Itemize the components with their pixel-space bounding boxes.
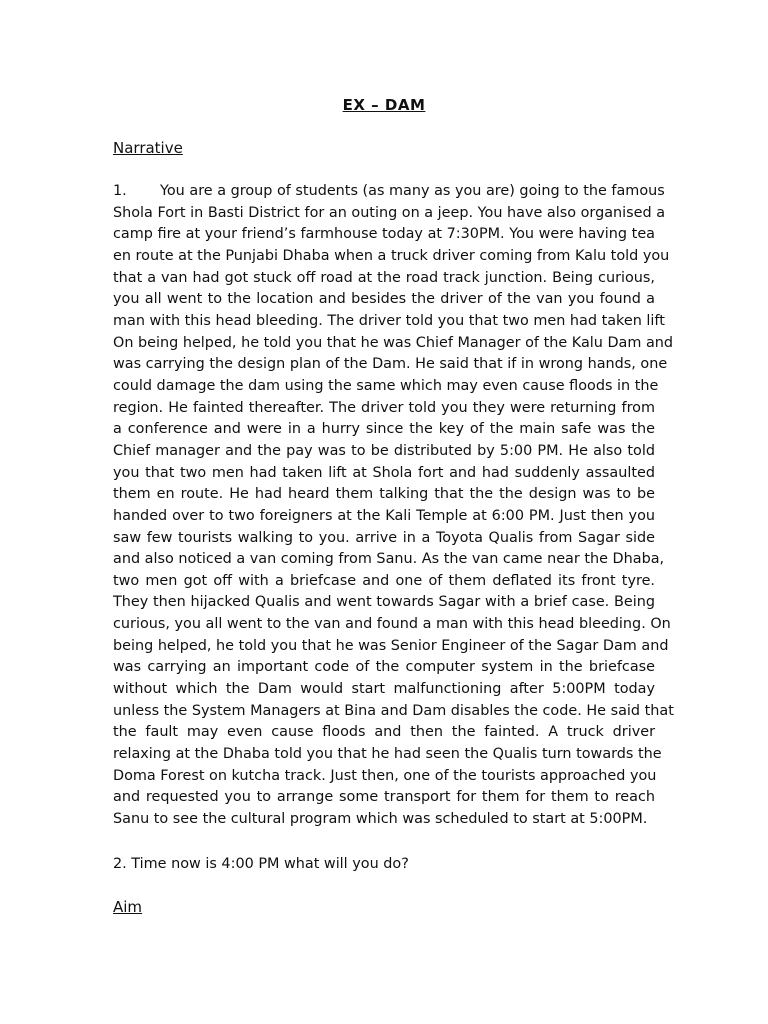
paragraph-line-text: was carrying the design plan of the Dam. He said that if in wrong hands, one [113, 356, 668, 373]
paragraph-line-text: the fault may even cause floods and then the fainted. A truck driver [113, 724, 655, 741]
paragraph-line [113, 289, 655, 311]
paragraph-line-text: They then hijacked Qualis and went towards Sagar with a brief case. Being [113, 594, 655, 611]
paragraph-line [113, 484, 655, 506]
paragraph-line [113, 203, 666, 225]
paragraph-line-text: unless the System Managers at Bina and Dam disables the code. He said that [113, 702, 674, 719]
paragraph-line [113, 549, 665, 571]
paragraph-line-text: saw few tourists walking to you. arrive in a Toyota Qualis from Sagar side [113, 529, 655, 546]
paragraph-line [113, 268, 655, 290]
paragraph-number: 1. [113, 183, 127, 199]
paragraph-line [113, 528, 655, 550]
paragraph-line-text: handed over to two foreigners at the Kali Temple at 6:00 PM. Just then you [113, 507, 655, 524]
paragraph-line-text: On being helped, he told you that he was Chief Manager of the Kalu Dam and [113, 334, 674, 351]
paragraph-line [113, 722, 655, 744]
paragraph-line-text: you all went to the location and besides the driver of the van you found a [113, 291, 655, 308]
paragraph-line-text: man with this head bleeding. The driver told you that two men had taken lift [113, 312, 665, 329]
paragraph-line-text: camp fire at your friend’s farmhouse today at 7:30PM. You were having tea [113, 226, 655, 243]
paragraph-line [113, 376, 659, 398]
paragraph-line [113, 506, 655, 528]
paragraph-line [113, 441, 655, 463]
question-text: 2. Time now is 4:00 PM what will you do? [113, 856, 409, 872]
paragraph-line-text: could damage the dam using the same which may even cause floods in the [113, 377, 659, 394]
paragraph-line-text: Chief manager and the pay was to be distributed by 5:00 PM. He also told [113, 442, 655, 459]
paragraph-line [113, 181, 665, 203]
paragraph-line [113, 224, 655, 246]
paragraph-line [113, 354, 668, 376]
paragraph-line-text: that a van had got stuck off road at the road track junction. Being curious, [113, 269, 655, 286]
paragraph-line-text: without which the Dam would start malfunctioning after 5:00PM today [113, 681, 655, 698]
paragraph-line [113, 657, 655, 679]
paragraph-line [113, 766, 655, 788]
paragraph-line-text: a conference and were in a hurry since the key of the main safe was the [113, 421, 655, 438]
paragraph-line [113, 679, 655, 701]
document-title: EX – DAM [342, 96, 426, 114]
paragraph-line-text: You are a group of students (as many as you are) going to the famous [160, 183, 665, 199]
paragraph-line-text: them en route. He had heard them talking that the the design was to be [113, 486, 655, 503]
paragraph-line [113, 398, 655, 420]
narrative-heading: Narrative [113, 139, 183, 157]
paragraph-line [113, 246, 670, 268]
paragraph-line-text: region. He fainted thereafter. The driver told you they were returning from [113, 399, 655, 416]
paragraph-line [113, 744, 662, 766]
paragraph-line-text: and requested you to arrange some transport for them for them to reach [113, 789, 655, 806]
paragraph-line [113, 636, 669, 658]
paragraph-line-text: being helped, he told you that he was Senior Engineer of the Sagar Dam and [113, 637, 669, 654]
paragraph-line-text: you that two men had taken lift at Shola fort and had suddenly assaulted [113, 464, 655, 481]
paragraph-line [113, 592, 655, 614]
paragraph-line-text: Shola Fort in Basti District for an outing on a jeep. You have also organised a [113, 204, 666, 221]
paragraph-line-text: en route at the Punjabi Dhaba when a truck driver coming from Kalu told you [113, 247, 670, 264]
paragraph-line [113, 809, 655, 831]
narrative-paragraph [113, 181, 674, 831]
paragraph-line [113, 787, 655, 809]
paragraph-line-text: and also noticed a van coming from Sanu. As the van came near the Dhaba, [113, 551, 665, 568]
paragraph-line-text: was carrying an important code of the computer system in the briefcase [113, 659, 655, 676]
aim-heading: Aim [113, 898, 143, 916]
paragraph-line [113, 701, 674, 723]
paragraph-line-text: two men got off with a briefcase and one of them deflated its front tyre. [113, 572, 655, 589]
paragraph-line [113, 463, 655, 485]
paragraph-line [113, 419, 655, 441]
paragraph-line [113, 571, 655, 593]
paragraph-line [113, 614, 671, 636]
paragraph-line [113, 311, 665, 333]
paragraph-line [113, 333, 674, 355]
paragraph-line-text: Sanu to see the cultural program which was scheduled to start at 5:00PM. [113, 811, 648, 828]
paragraph-line-text: Doma Forest on kutcha track. Just then, one of the tourists approached you [113, 767, 657, 784]
paragraph-line-text: curious, you all went to the van and found a man with this head bleeding. On [113, 616, 671, 633]
paragraph-line-text: relaxing at the Dhaba told you that he had seen the Qualis turn towards the [113, 746, 662, 763]
